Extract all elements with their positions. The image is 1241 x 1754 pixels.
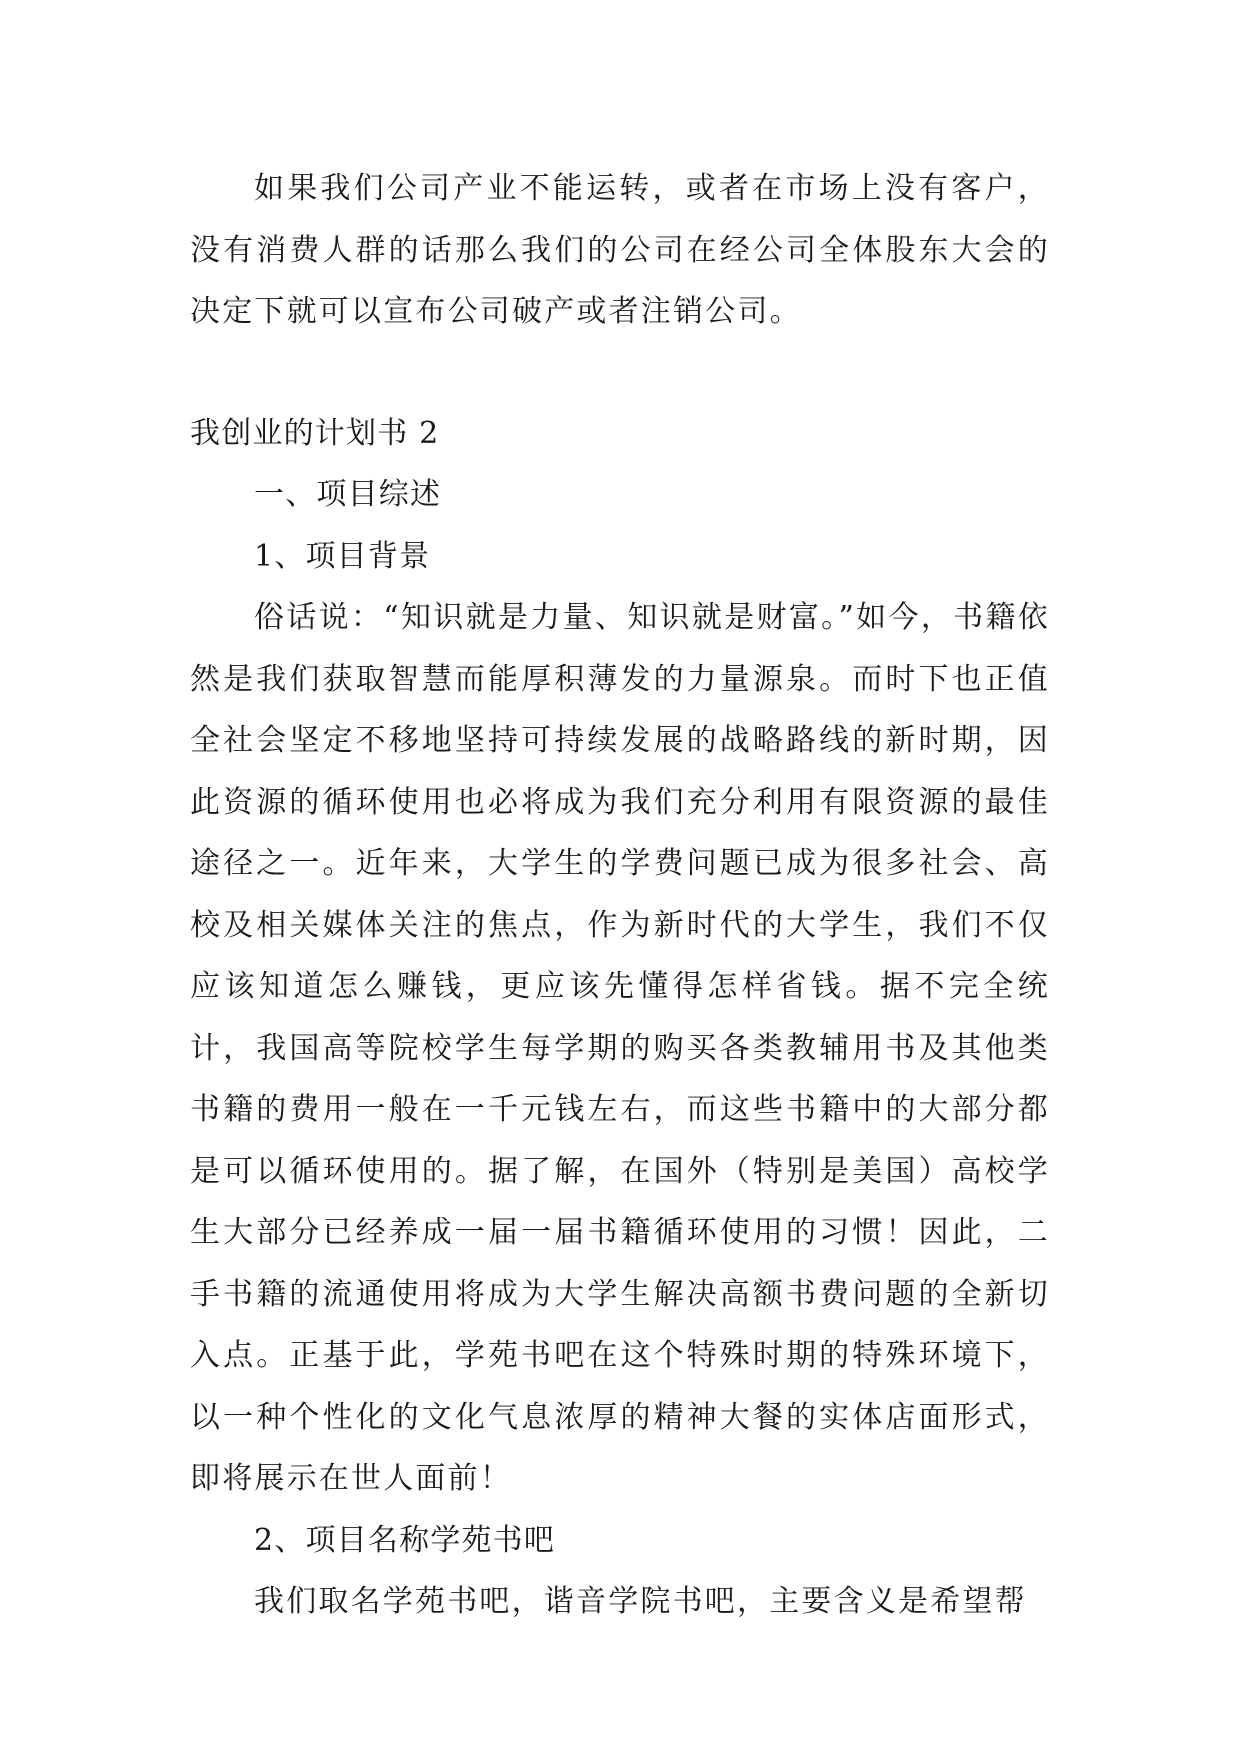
- section-spacer: [190, 343, 1050, 403]
- heading-project-name: 2、项目名称学苑书吧: [254, 1522, 556, 1558]
- heading-project-overview: 一、项目综述: [254, 477, 442, 512]
- heading-project-background: 1、项目背景: [254, 538, 431, 574]
- section-title: 我创业的计划书 2: [190, 415, 440, 451]
- background-paragraph: 俗话说：“知识就是力量、知识就是财富。”如今，书籍依然是我们获取智慧而能厚积薄发的力量源泉。而时下也正值全社会坚定不移地坚持可持续发展的战略路线的新时期，因此资源的循环使用也必将成为我们充分利用有限资源的最佳途径之一。近年来，大学生的学费问题已成为很多社会、高校及相关媒体关注的焦点，作为新时代的大学生，我们不仅应该知道怎么赚钱，更应该先懂得怎样省钱。据不完全统计，我国高等院校学生每学期的购买各类教辅用书及其他类书籍的费用一般在一千元钱左右，而这些书籍中的大部分都是可以循环使用的。据了解，在国外（特别是美国）高校学生大部分已经养成一届一届书籍循环使用的习惯！因此，二手书籍的流通使用将成为大学生解决高额书费问题的全新切入点。正基于此，学苑书吧在这个特殊时期的特殊环境下，以一种个性化的文化气息浓厚的精神大餐的实体店面形式，即将展示在世人面前！: [190, 600, 1050, 1496]
- document-body: [190, 158, 1050, 1633]
- project-name-paragraph: 我们取名学苑书吧，谐音学院书吧，主要含义是希望帮: [254, 1584, 1027, 1619]
- closing-paragraph: 如果我们公司产业不能运转，或者在市场上没有客户，没有消费人群的话那么我们的公司在经公司全体股东大会的决定下就可以宣布公司破产或者注销公司。: [190, 171, 1050, 329]
